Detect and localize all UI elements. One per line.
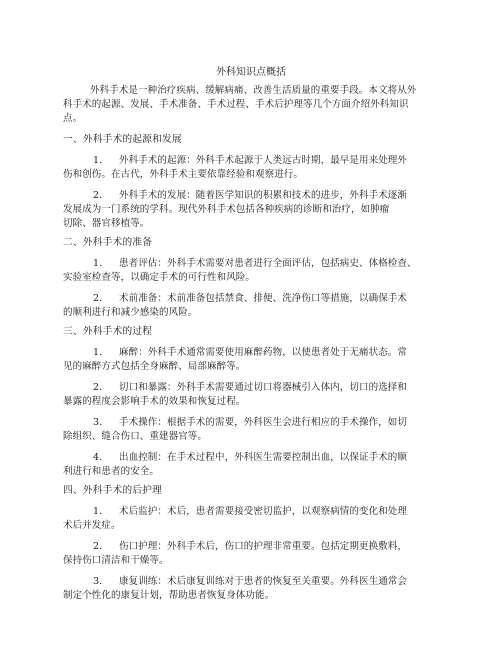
list-number: 1.: [93, 155, 103, 166]
list-item-continuation: 利进行和患者的安全。: [63, 466, 160, 477]
section-heading: 三、外科手术的过程: [63, 326, 153, 337]
intro-line-1: 外科手术是一种治疗疾病、缓解病痛、改善生活质量的重要手段。本文将从外: [90, 85, 417, 96]
list-item-text: 外科手术的发展：随着医学知识的积累和技术的进步，外科手术逐渐: [119, 190, 408, 201]
list-item-text: 患者评估：外科手术需要对患者进行全面评估，包括病史、体格检查、: [119, 258, 417, 269]
list-item-text: 外科手术的起源：外科手术起源于人类远古时期，最早是用来处理外: [119, 155, 408, 166]
list-item: [93, 575, 407, 588]
list-item-continuation: 伤和创伤。在古代，外科手术主要依靠经验和观察进行。: [63, 169, 304, 180]
list-item-text: 康复训练：术后康复训练对于患者的恢复至关重要。外科医生通常会: [119, 576, 408, 587]
list-item: [93, 505, 407, 518]
list-item: [93, 292, 407, 305]
list-item-text: 术后监护：术后，患者需要接受密切监护，以观察病情的变化和处理: [119, 506, 408, 517]
list-item-continuation: 发展成为一门系统的学科。现代外科手术包括各种疾病的诊断和治疗，如肿瘤: [63, 204, 390, 215]
list-item: [93, 257, 417, 270]
list-number: 2.: [93, 190, 103, 201]
section-heading: 二、外科手术的准备: [63, 237, 153, 248]
list-item: [93, 381, 407, 394]
list-number: 2.: [93, 293, 103, 304]
list-item: [93, 346, 407, 359]
list-number: 3.: [93, 417, 103, 428]
list-item-continuation: 除组织、缝合伤口、重建器官等。: [63, 431, 208, 442]
list-item-continuation: 见的麻醉方式包括全身麻醉、局部麻醉等。: [63, 361, 246, 372]
list-item-text: 伤口护理：外科手术后，伤口的护理非常重要。包括定期更换敷料，: [119, 541, 408, 552]
list-number: 1.: [93, 258, 103, 269]
list-number: 2.: [93, 541, 103, 552]
list-item: [93, 416, 407, 429]
list-item-continuation: 制定个性化的康复计划，帮助患者恢复身体功能。: [63, 590, 275, 601]
list-item-text: 出血控制：在手术过程中，外科医生需要控制出血，以保证手术的顺: [119, 452, 408, 463]
list-item-continuation: 保持伤口清洁和干燥等。: [63, 555, 169, 566]
intro-line-2: 科手术的起源、发展、手术准备、手术过程、手术后护理等几个方面介绍外科知识: [63, 99, 409, 110]
intro-line-3: 点。: [63, 113, 83, 124]
list-item: [93, 189, 407, 202]
list-item-text: 麻醉：外科手术通常需要使用麻醉药物，以使患者处于无痛状态。常: [119, 347, 408, 358]
list-item-continuation: 切除、器官移植等。: [63, 218, 150, 229]
document-title: 外科知识点概括: [216, 67, 286, 78]
list-item: [93, 451, 407, 464]
list-number: 3.: [93, 576, 103, 587]
list-number: 2.: [93, 382, 103, 393]
section-heading: 一、外科手术的起源和发展: [63, 134, 182, 145]
list-item: [93, 540, 407, 553]
list-item-text: 手术操作：根据手术的需要，外科医生会进行相应的手术操作，如切: [119, 417, 408, 428]
section-heading: 四、外科手术的后护理: [63, 485, 162, 496]
list-number: 4.: [93, 452, 103, 463]
list-item: [93, 154, 407, 167]
list-item-continuation: 的顺利进行和减少感染的风险。: [63, 307, 198, 318]
list-number: 1.: [93, 347, 103, 358]
list-item-continuation: 实验室检查等，以确定手术的可行性和风险。: [63, 272, 256, 283]
list-item-text: 切口和暴露：外科手术需要通过切口将器械引入体内，切口的选择和: [119, 382, 408, 393]
list-item-continuation: 术后并发症。: [63, 520, 121, 531]
list-item-continuation: 暴露的程度会影响手术的效果和恢复过程。: [63, 396, 246, 407]
list-number: 1.: [93, 506, 103, 517]
list-item-text: 术前准备：术前准备包括禁食、排便、洗净伤口等措施，以确保手术: [119, 293, 408, 304]
